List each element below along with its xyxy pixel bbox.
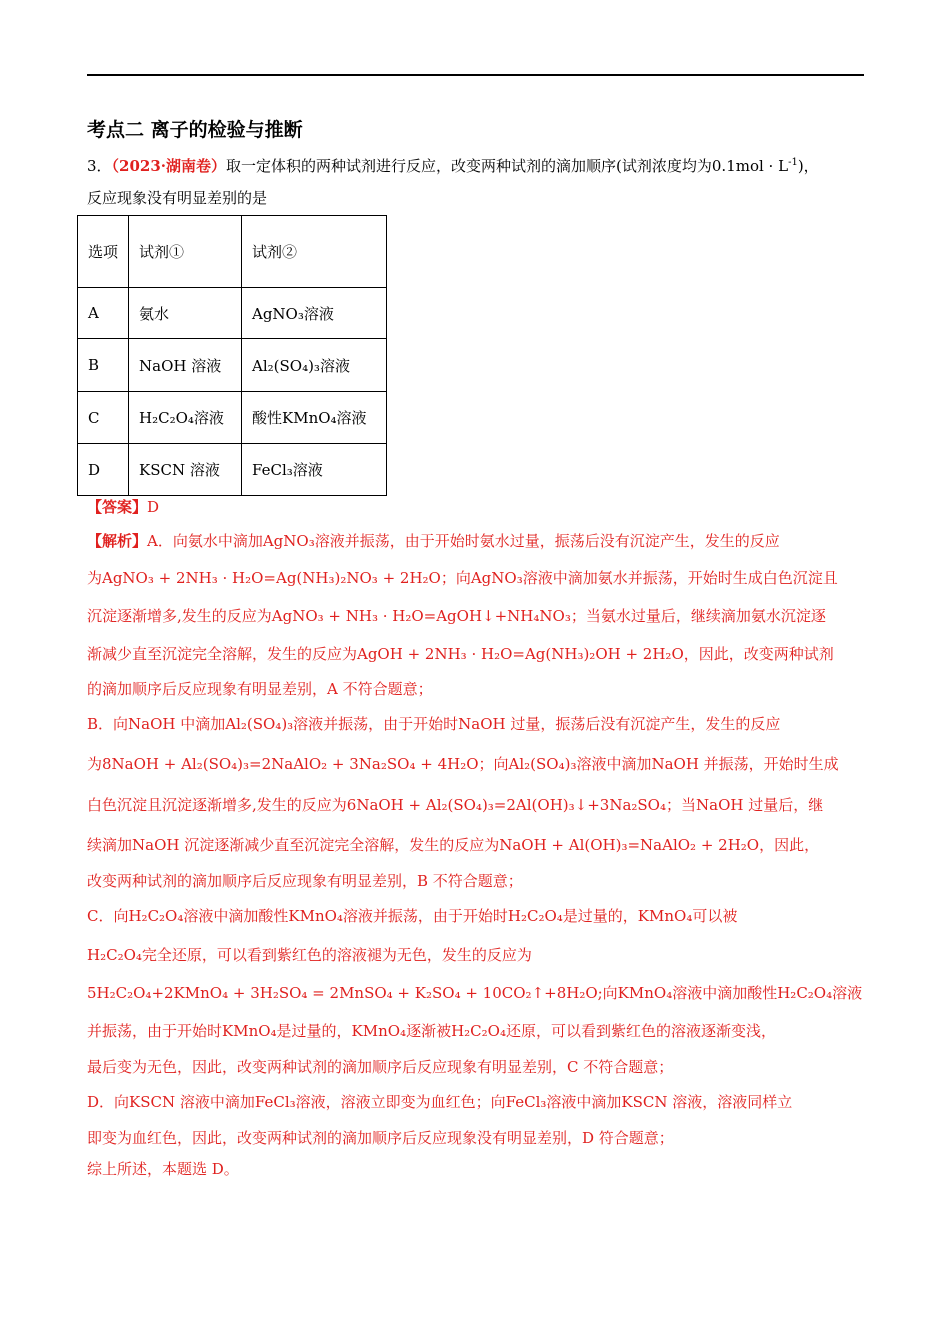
answer-value: D bbox=[147, 498, 160, 516]
header-reagent-2: 试剂② bbox=[242, 216, 387, 288]
analysis-line: 并振荡，由于开始时KMnO₄是过量的，KMnO₄逐渐被H₂C₂O₄还原，可以看到紫红色的溶液逐渐变浅， bbox=[87, 1022, 776, 1040]
analysis-line: C．向H₂C₂O₄溶液中滴加酸性KMnO₄溶液并振荡，由于开始时H₂C₂O₄是过量的，KMnO₄可以被 bbox=[87, 907, 738, 925]
analysis-line: B．向NaOH 中滴加Al₂(SO₄)₃溶液并振荡，由于开始时NaOH 过量，振荡后没有沉淀产生，发生的反应 bbox=[87, 715, 781, 733]
analysis-line: 改变两种试剂的滴加顺序后反应现象有明显差别，B 不符合题意； bbox=[87, 872, 523, 890]
table-header-row bbox=[78, 216, 387, 288]
question-text: 取一定体积的两种试剂进行反应，改变两种试剂的滴加顺序(试剂浓度均为0.1mol · L bbox=[226, 157, 789, 175]
analysis-line: 最后变为无色，因此，改变两种试剂的滴加顺序后反应现象有明显差别，C 不符合题意； bbox=[87, 1058, 674, 1076]
analysis-line: 为AgNO₃ + 2NH₃ · H₂O=Ag(NH₃)₂NO₃ + 2H₂O；向AgNO₃溶液中滴加氨水并振荡，开始时生成白色沉淀且 bbox=[87, 569, 838, 587]
table-row bbox=[78, 339, 387, 392]
analysis-line: 即变为血红色，因此，改变两种试剂的滴加顺序后反应现象没有明显差别，D 符合题意； bbox=[87, 1129, 674, 1147]
analysis-label: 【解析】 bbox=[87, 532, 148, 550]
header-rule bbox=[87, 74, 864, 76]
analysis-line-1 bbox=[87, 530, 780, 552]
header-option: 选项 bbox=[78, 216, 129, 288]
answer-label: 【答案】 bbox=[87, 498, 148, 516]
row-reagent-2: FeCl₃溶液 bbox=[242, 444, 387, 496]
question-line-1 bbox=[87, 156, 819, 176]
row-option: B bbox=[78, 339, 129, 392]
row-option: C bbox=[78, 392, 129, 444]
row-option: D bbox=[78, 444, 129, 496]
row-reagent-2: Al₂(SO₄)₃溶液 bbox=[242, 339, 387, 392]
row-reagent-1: H₂C₂O₄溶液 bbox=[129, 392, 242, 444]
table-row bbox=[78, 288, 387, 339]
unit-superscript: -1 bbox=[788, 157, 798, 168]
row-reagent-2: AgNO₃溶液 bbox=[242, 288, 387, 339]
analysis-line: 的滴加顺序后反应现象有明显差别，A 不符合题意； bbox=[87, 680, 433, 698]
question-line-2: 反应现象没有明显差别的是 bbox=[87, 189, 268, 207]
question-source: （2023·湖南卷） bbox=[111, 157, 227, 175]
analysis-line: D．向KSCN 溶液中滴加FeCl₃溶液，溶液立即变为血红色；向FeCl₃溶液中滴加KSCN 溶液，溶液同样立 bbox=[87, 1093, 793, 1111]
answer-line bbox=[87, 496, 159, 518]
analysis-line: 为8NaOH + Al₂(SO₄)₃=2NaAlO₂ + 3Na₂SO₄ + 4H₂O；向Al₂(SO₄)₃溶液中滴加NaOH 并振荡，开始时生成 bbox=[87, 755, 839, 773]
analysis-line: 5H₂C₂O₄+2KMnO₄ + 3H₂SO₄ = 2MnSO₄ + K₂SO₄ + 10CO₂↑+8H₂O;向KMnO₄溶液中滴加酸性H₂C₂O₄溶液 bbox=[87, 984, 863, 1002]
analysis-line: 综上所述，本题选 D。 bbox=[87, 1160, 239, 1178]
analysis-line: 续滴加NaOH 沉淀逐渐减少直至沉淀完全溶解，发生的反应为NaOH + Al(OH)₃=NaAlO₂ + 2H₂O，因此， bbox=[87, 836, 820, 854]
row-reagent-2: 酸性KMnO₄溶液 bbox=[242, 392, 387, 444]
table-row bbox=[78, 444, 387, 496]
question-number: 3． bbox=[87, 157, 112, 175]
row-reagent-1: 氨水 bbox=[129, 288, 242, 339]
analysis-text: A．向氨水中滴加AgNO₃溶液并振荡，由于开始时氨水过量，振荡后没有沉淀产生，发生的反应 bbox=[147, 532, 780, 550]
row-reagent-1: KSCN 溶液 bbox=[129, 444, 242, 496]
header-reagent-1: 试剂① bbox=[129, 216, 242, 288]
row-reagent-1: NaOH 溶液 bbox=[129, 339, 242, 392]
analysis-line: 渐减少直至沉淀完全溶解，发生的反应为AgOH + 2NH₃ · H₂O=Ag(NH₃)₂OH + 2H₂O，因此，改变两种试剂 bbox=[87, 645, 834, 663]
analysis-line: 白色沉淀且沉淀逐渐增多,发生的反应为6NaOH + Al₂(SO₄)₃=2Al(OH)₃↓+3Na₂SO₄；当NaOH 过量后，继 bbox=[87, 796, 824, 814]
row-option: A bbox=[78, 288, 129, 339]
analysis-line: H₂C₂O₄完全还原，可以看到紫红色的溶液褪为无色，发生的反应为 bbox=[87, 946, 532, 964]
question-text-end: )， bbox=[797, 157, 819, 175]
section-title: 考点二 离子的检验与推断 bbox=[87, 119, 303, 141]
options-table bbox=[77, 215, 387, 496]
analysis-line: 沉淀逐渐增多,发生的反应为AgNO₃ + NH₃ · H₂O=AgOH↓+NH₄NO₃；当氨水过量后，继续滴加氨水沉淀逐 bbox=[87, 607, 826, 625]
table-row bbox=[78, 392, 387, 444]
